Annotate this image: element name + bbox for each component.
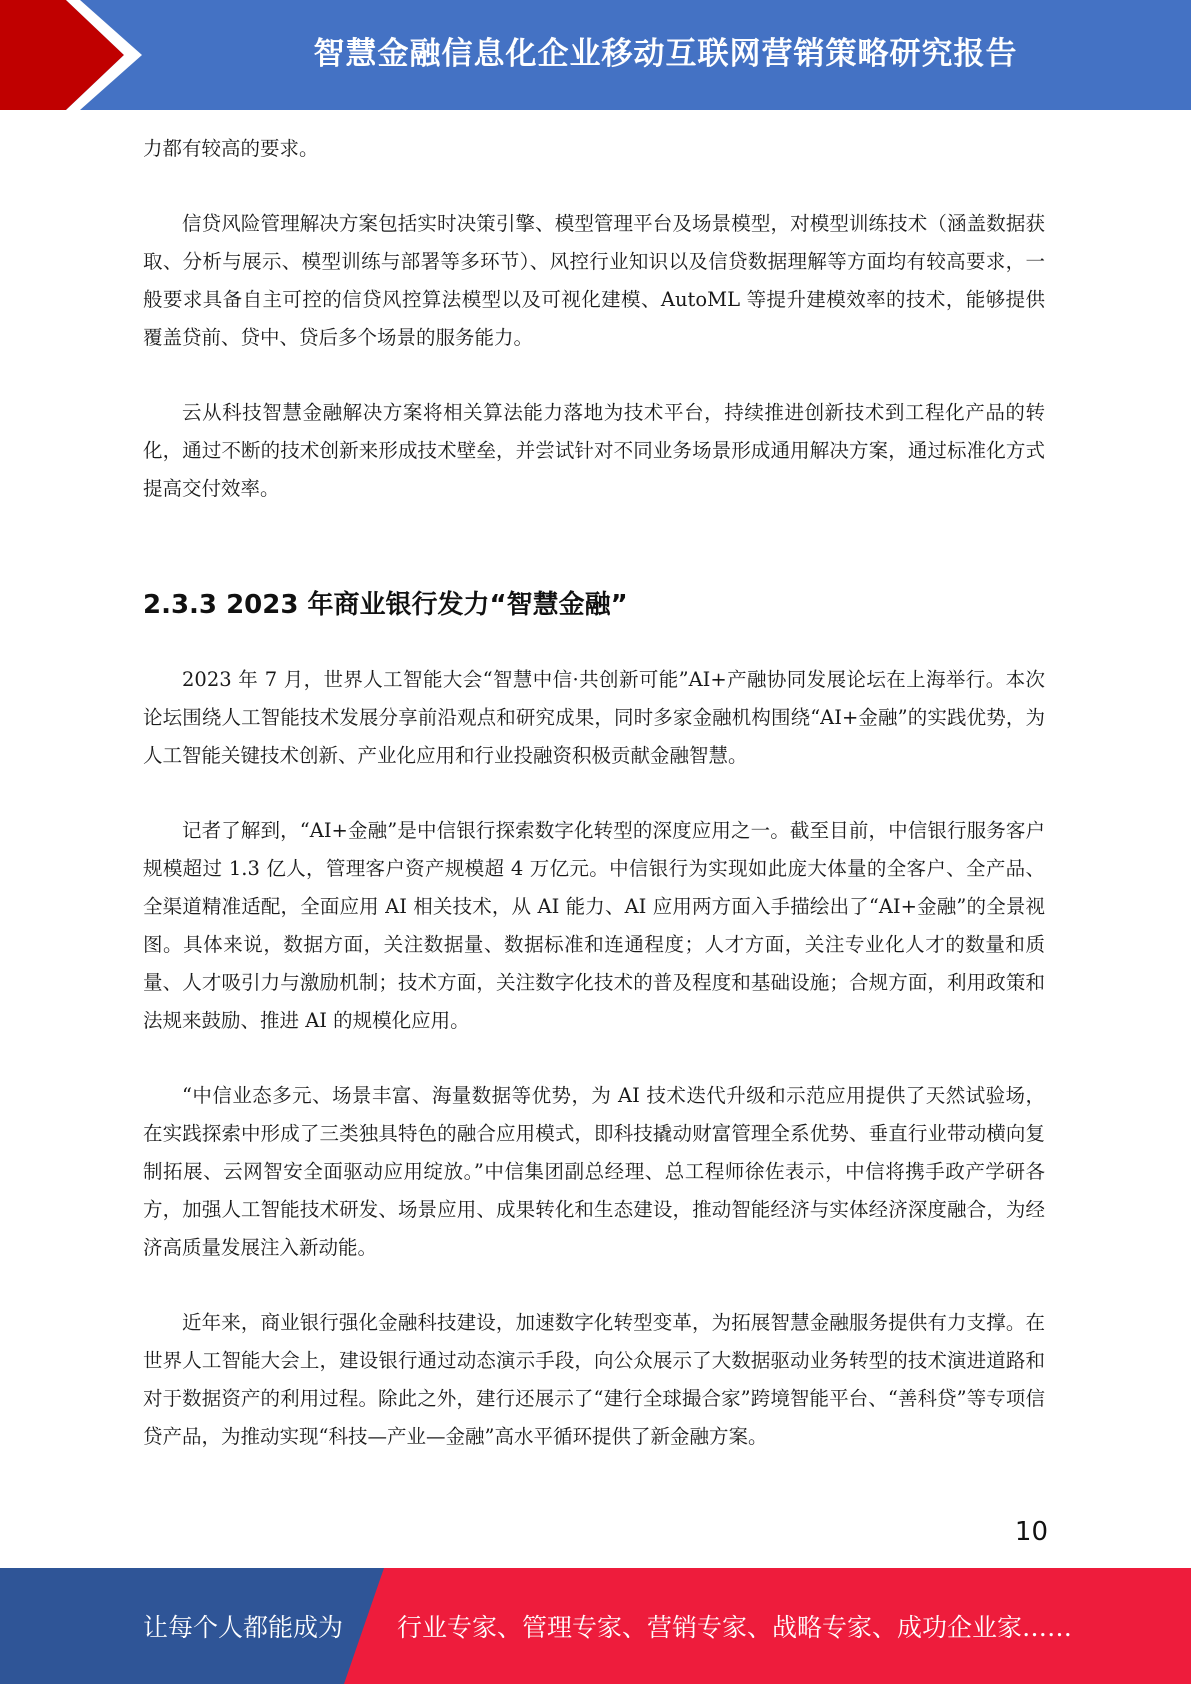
report-body (143, 130, 1045, 1493)
paragraph-3: 云从科技智慧金融解决方案将相关算法能力落地为技术平台，持续推进创新技术到工程化产品的转化，通过不断的技术创新来形成技术壁垒，并尝试针对不同业务场景形成通用解决方案，通过标准化方式提高交付效率。 (143, 401, 1045, 500)
paragraph-6: “中信业态多元、场景丰富、海量数据等优势，为 AI 技术迭代升级和示范应用提供了天然试验场，在实践探索中形成了三类独具特色的融合应用模式，即科技撬动财富管理全系优势、垂直行业带动横向复制拓展、云网智安全面驱动应用绽放。”中信集团副总经理、总工程师徐佐表示，中信将携手政产学研各方，加强人工智能技术研发、场景应用、成果转化和生态建设，推动智能经济与实体经济深度融合，为经济高质量发展注入新动能。 (143, 1084, 1045, 1259)
footer-slogan-left: 让每个人都能成为 (143, 1613, 344, 1642)
header-title: 智慧金融信息化企业移动互联网营销策略研究报告 (313, 35, 1018, 72)
paragraph-4: 2023 年 7 月，世界人工智能大会“智慧中信·共创新可能”AI+产融协同发展论坛在上海举行。本次论坛围绕人工智能技术发展分享前沿观点和研究成果，同时多家金融机构围绕“AI+金融”的实践优势，为人工智能关键技术创新、产业化应用和行业投融资积极贡献金融智慧。 (143, 668, 1045, 767)
page-number: 10 (1014, 1517, 1048, 1547)
page-header (0, 0, 1191, 110)
page-footer (0, 1568, 1191, 1684)
paragraph-1: 力都有较高的要求。 (143, 137, 319, 160)
section-heading: 2.3.3 2023 年商业银行发力“智慧金融” (143, 590, 628, 620)
paragraph-7: 近年来，商业银行强化金融科技建设，加速数字化转型变革，为拓展智慧金融服务提供有力支撑。在世界人工智能大会上，建设银行通过动态演示手段，向公众展示了大数据驱动业务转型的技术演进道路和对于数据资产的利用过程。除此之外，建行还展示了“建行全球撮合家”跨境智能平台、“善科贷”等专项信贷产品，为推动实现“科技—产业—金融”高水平循环提供了新金融方案。 (143, 1311, 1045, 1448)
footer-slogan-right: 行业专家、管理专家、营销专家、战略专家、成功企业家…… (397, 1613, 1073, 1642)
paragraph-5: 记者了解到，“AI+金融”是中信银行探索数字化转型的深度应用之一。截至目前，中信银行服务客户规模超过 1.3 亿人，管理客户资产规模超 4 万亿元。中信银行为实现如此庞大体量的全客户、全产品、全渠道精准适配，全面应用 AI 相关技术，从 AI 能力、AI 应用两方面入手描绘出了“AI+金融”的全景视图。具体来说，数据方面，关注数据量、数据标准和连通程度；人才方面，关注专业化人才的数量和质量、人才吸引力与激励机制；技术方面，关注数字化技术的普及程度和基础设施；合规方面，利用政策和法规来鼓励、推进 AI 的规模化应用。 (143, 819, 1045, 1032)
paragraph-2: 信贷风险管理解决方案包括实时决策引擎、模型管理平台及场景模型，对模型训练技术（涵盖数据获取、分析与展示、模型训练与部署等多环节）、风控行业知识以及信贷数据理解等方面均有较高要求，一般要求具备自主可控的信贷风控算法模型以及可视化建模、AutoML 等提升建模效率的技术，能够提供覆盖贷前、贷中、贷后多个场景的服务能力。 (143, 212, 1045, 349)
